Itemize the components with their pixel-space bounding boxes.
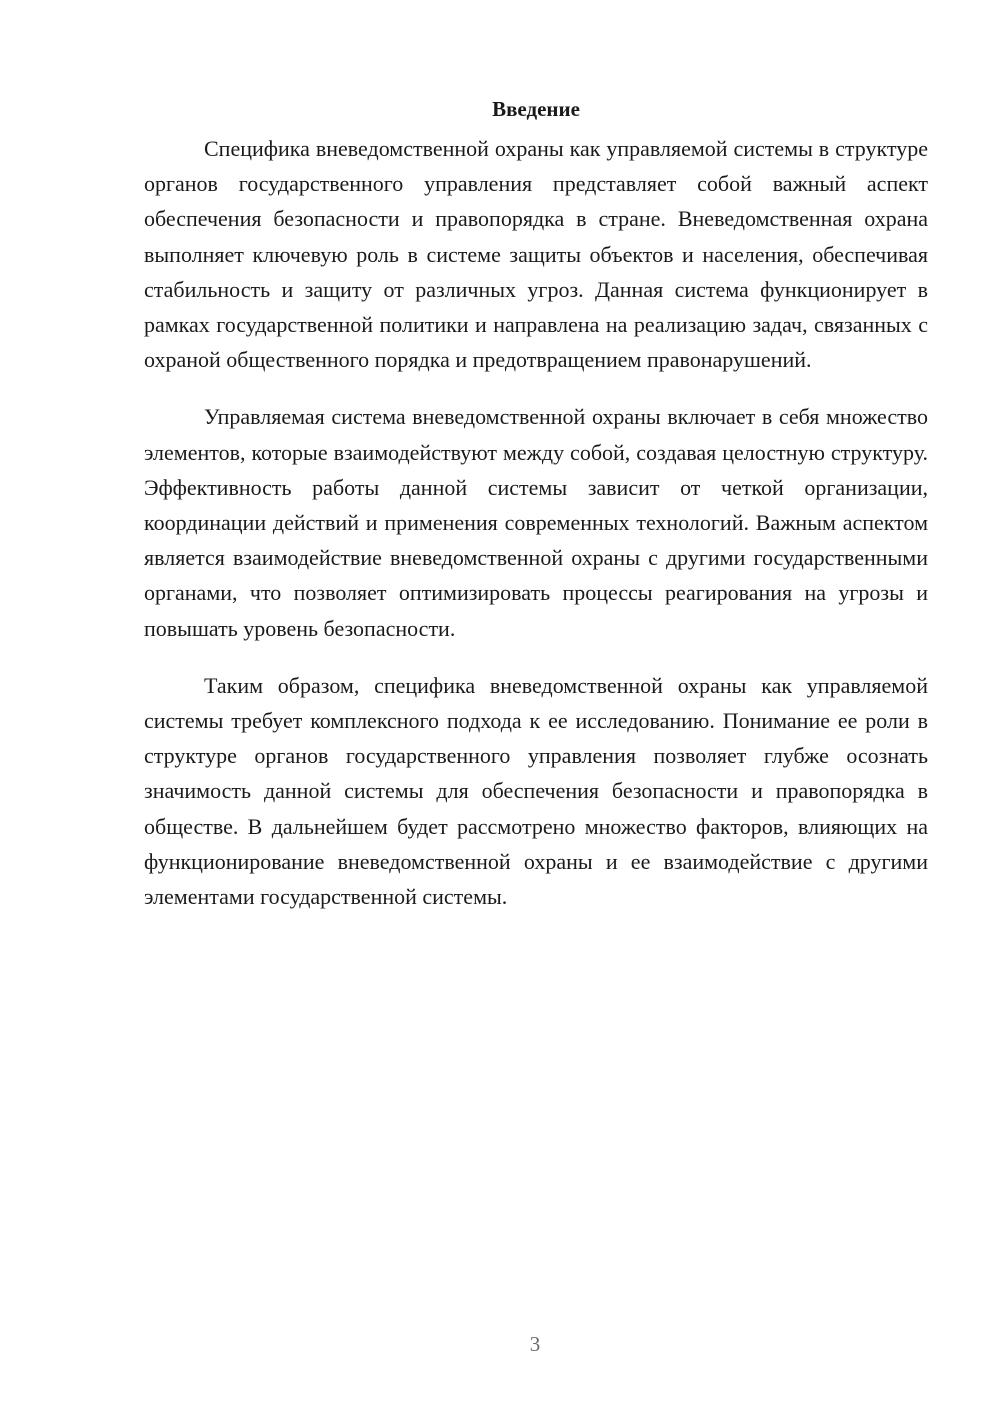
page-number: 3 bbox=[529, 1332, 541, 1356]
paragraph-2: Управляемая система вневедомственной охраны включает в себя множество элементов, которые взаимодействуют между собой, создавая целостную структуру. Эффективность работы данной системы зависит от четкой организации, координации действий и применения современных технологий. Важным аспектом является взаимодействие вневедомственной охраны с другими государственными органами, что позволяет оптимизировать процессы реагирования на угрозы и повышать уровень безопасности. bbox=[144, 404, 928, 641]
page-content bbox=[144, 92, 928, 936]
paragraph-3: Таким образом, специфика вневедомственной охраны как управляемой системы требует комплексного подхода к ее исследованию. Понимание ее роли в структуре органов государственного управления позволяет глубже осознать значимость данной системы для обеспечения безопасности и правопорядка в обществе. В дальнейшем будет рассмотрено множество факторов, влияющих на функционирование вневедомственной охраны и ее взаимодействие с другими элементами государственной системы. bbox=[144, 672, 928, 910]
section-title: Введение bbox=[492, 97, 580, 121]
paragraph-1: Специфика вневедомственной охраны как управляемой системы в структуре органов государственного управления представляет собой важный аспект обеспечения безопасности и правопорядка в стране. Вневедомственная охрана выполняет ключевую роль в системе защиты объектов и населения, обеспечивая стабильность и защиту от различных угроз. Данная система функционирует в рамках государственной политики и направлена на реализацию задач, связанных с охраной общественного порядка и предотвращением правонарушений. bbox=[144, 136, 928, 373]
